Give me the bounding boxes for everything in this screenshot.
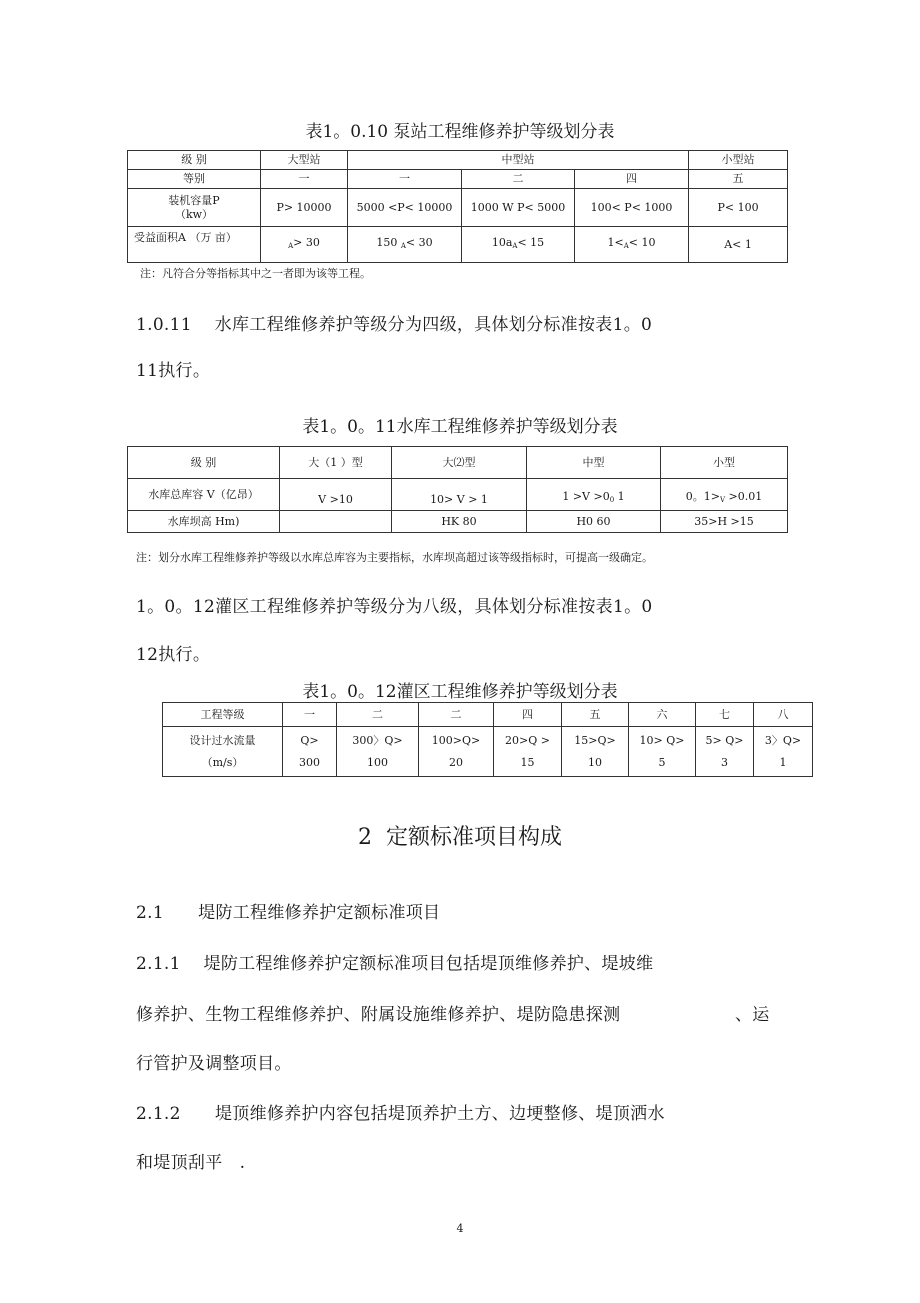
table2-caption: 表1。0。11水库工程维修养护等级划分表 xyxy=(302,417,618,437)
table-cell xyxy=(462,227,575,263)
table-cell: 级 别 xyxy=(128,447,280,479)
para-211-line2a: 修养护、生物工程维修养护、附属设施维修养护、堤防隐患探测 xyxy=(136,1005,621,1025)
subscript: A xyxy=(400,242,406,250)
subscript: A xyxy=(623,242,629,250)
table-cell: 一 xyxy=(283,703,337,727)
table-cell: 大型站 xyxy=(261,151,348,170)
table-row xyxy=(128,189,788,227)
table-cell: 受益面积A （万 亩） xyxy=(128,227,261,263)
cell-line: 15>Q> xyxy=(574,733,616,747)
table-row xyxy=(128,170,788,189)
table-cell xyxy=(419,727,494,777)
para-212-line2: 和堤顶刮平 . xyxy=(136,1153,246,1173)
table-cell xyxy=(754,727,813,777)
table-cell: 五 xyxy=(689,170,788,189)
table-cell: 等别 xyxy=(128,170,261,189)
table-cell xyxy=(494,727,562,777)
table-cell: 四 xyxy=(575,170,689,189)
table-cell: 级 别 xyxy=(128,151,261,170)
cell-text: < 30 xyxy=(405,236,433,249)
table-cell: HK 80 xyxy=(392,511,527,533)
cell-text: >0.01 xyxy=(725,490,763,503)
table-cell: 35>H >15 xyxy=(661,511,788,533)
cell-line: 15 xyxy=(520,755,535,769)
cell-line: （m/s） xyxy=(201,755,244,769)
section-number: 2 xyxy=(357,825,372,850)
para-1012-line2: 12执行。 xyxy=(136,645,211,665)
table-cell: 六 xyxy=(629,703,696,727)
cell-line: Q> xyxy=(300,733,319,747)
section-title: 定额标准项目构成 xyxy=(385,825,562,850)
table-row xyxy=(128,447,788,479)
cell-line: 设计过水流量 xyxy=(189,733,256,747)
cell-line: 100 xyxy=(367,755,388,769)
cell-line: 300〉Q> xyxy=(352,733,403,747)
table-cell xyxy=(629,727,696,777)
table-cell xyxy=(575,227,689,263)
cell-line: 10 xyxy=(588,755,602,769)
table-cell: 八 xyxy=(754,703,813,727)
cell-line: 10> Q> xyxy=(639,733,685,747)
table-cell: 工程等级 xyxy=(163,703,283,727)
cell-line: 100>Q> xyxy=(431,733,481,747)
table-cell: 10> V > 1 xyxy=(392,479,527,511)
table-row xyxy=(128,511,788,533)
table-cell: 5000 <P< 10000 xyxy=(348,189,462,227)
table-row xyxy=(163,703,813,727)
cell-line: 装机容量P xyxy=(168,193,220,207)
cell-text: < 10 xyxy=(628,236,656,249)
table-cell: 中型站 xyxy=(348,151,689,170)
cell-text: 1 >V >0 xyxy=(562,490,610,503)
cell-text: 1< xyxy=(607,236,624,249)
irrigation-grade-table xyxy=(162,702,813,777)
subscript: A xyxy=(288,242,294,250)
cell-line: 20 xyxy=(449,755,463,769)
cell-text: < 15 xyxy=(517,236,545,249)
reservoir-grade-table xyxy=(127,446,788,533)
table-cell: 二 xyxy=(419,703,494,727)
pump-station-grade-table xyxy=(127,150,788,263)
subscript: V xyxy=(719,496,726,504)
cell-text: 10a xyxy=(491,236,513,249)
para-211-line3: 行管护及调整项目。 xyxy=(136,1054,292,1074)
para-1012-line1: 1。0。12灌区工程维修养护等级分为八级，具体划分标准按表1。0 xyxy=(136,597,653,617)
table-cell xyxy=(348,227,462,263)
table-row xyxy=(128,227,788,263)
table-cell xyxy=(661,479,788,511)
cell-text: > 30 xyxy=(293,236,320,249)
subscript: A xyxy=(512,242,518,250)
table-cell: 100< P< 1000 xyxy=(575,189,689,227)
table-cell xyxy=(280,511,392,533)
cell-line: 5> Q> xyxy=(705,733,744,747)
table-cell: 水库总库容 V（亿昂） xyxy=(128,479,280,511)
cell-text: 0。1> xyxy=(685,490,720,503)
cell-line: 5 xyxy=(658,755,666,769)
table-cell xyxy=(337,727,419,777)
cell-line: （kw） xyxy=(174,207,214,221)
table3-caption: 表1。0。12灌区工程维修养护等级划分表 xyxy=(302,682,618,702)
table-cell xyxy=(128,189,261,227)
table-cell xyxy=(163,727,283,777)
cell-line: 1 xyxy=(779,755,787,769)
para-212-line1: 2.1.2 堤顶维修养护内容包括堤顶养护土方、边埂整修、堤顶洒水 xyxy=(136,1104,665,1124)
table-cell: 一 xyxy=(261,170,348,189)
table-cell: 大⑵型 xyxy=(392,447,527,479)
page-number: 4 xyxy=(456,1222,464,1235)
cell-text: 1 xyxy=(614,490,625,503)
table-cell xyxy=(696,727,754,777)
table-cell: 二 xyxy=(462,170,575,189)
table-cell: 1000 W P< 5000 xyxy=(462,189,575,227)
table1-note: 注：凡符合分等指标其中之一者即为该等工程。 xyxy=(140,267,371,280)
table-cell: 七 xyxy=(696,703,754,727)
para-211-line2b: 、运 xyxy=(735,1005,770,1025)
table-cell xyxy=(562,727,629,777)
table-cell: P< 100 xyxy=(689,189,788,227)
cell-line: 3 xyxy=(721,755,728,769)
section-heading xyxy=(0,820,920,851)
table-cell xyxy=(283,727,337,777)
table-row xyxy=(128,151,788,170)
subsection-2-1: 2.1 堤防工程维修养护定额标准项目 xyxy=(136,903,441,923)
para-1011-line1: 1.0.11 水库工程维修养护等级分为四级，具体划分标准按表1。0 xyxy=(136,315,653,335)
table1-caption: 表1。0.10 泵站工程维修养护等级划分表 xyxy=(305,122,615,142)
table-cell: 五 xyxy=(562,703,629,727)
table-cell: 水库坝高 Hm) xyxy=(128,511,280,533)
table-cell: 一 xyxy=(348,170,462,189)
table-cell: H0 60 xyxy=(527,511,661,533)
table-cell xyxy=(261,227,348,263)
table-cell xyxy=(527,479,661,511)
table-cell: 小型站 xyxy=(689,151,788,170)
table-cell: V >10 xyxy=(280,479,392,511)
cell-text: 150 xyxy=(376,236,401,249)
table-cell: 小型 xyxy=(661,447,788,479)
table2-note: 注：划分水库工程维修养护等级以水库总库容为主要指标，水库坝高超过该等级指标时，可提高一级确定。 xyxy=(136,551,653,564)
table-row xyxy=(163,727,813,777)
cell-line: 3〉Q> xyxy=(764,733,802,747)
table-cell: 二 xyxy=(337,703,419,727)
para-211-line1: 2.1.1 堤防工程维修养护定额标准项目包括堤顶维修养护、堤坡维 xyxy=(136,954,654,974)
table-cell: 四 xyxy=(494,703,562,727)
cell-line: 300 xyxy=(299,755,320,769)
table-cell: 大（1 ）型 xyxy=(280,447,392,479)
table-cell: 中型 xyxy=(527,447,661,479)
cell-line: 20>Q > xyxy=(505,733,550,747)
table-cell: P> 10000 xyxy=(261,189,348,227)
table-cell: A< 1 xyxy=(689,227,788,263)
subscript: 0 xyxy=(609,496,615,504)
para-1011-line2: 11执行。 xyxy=(136,361,211,381)
table-row xyxy=(128,479,788,511)
